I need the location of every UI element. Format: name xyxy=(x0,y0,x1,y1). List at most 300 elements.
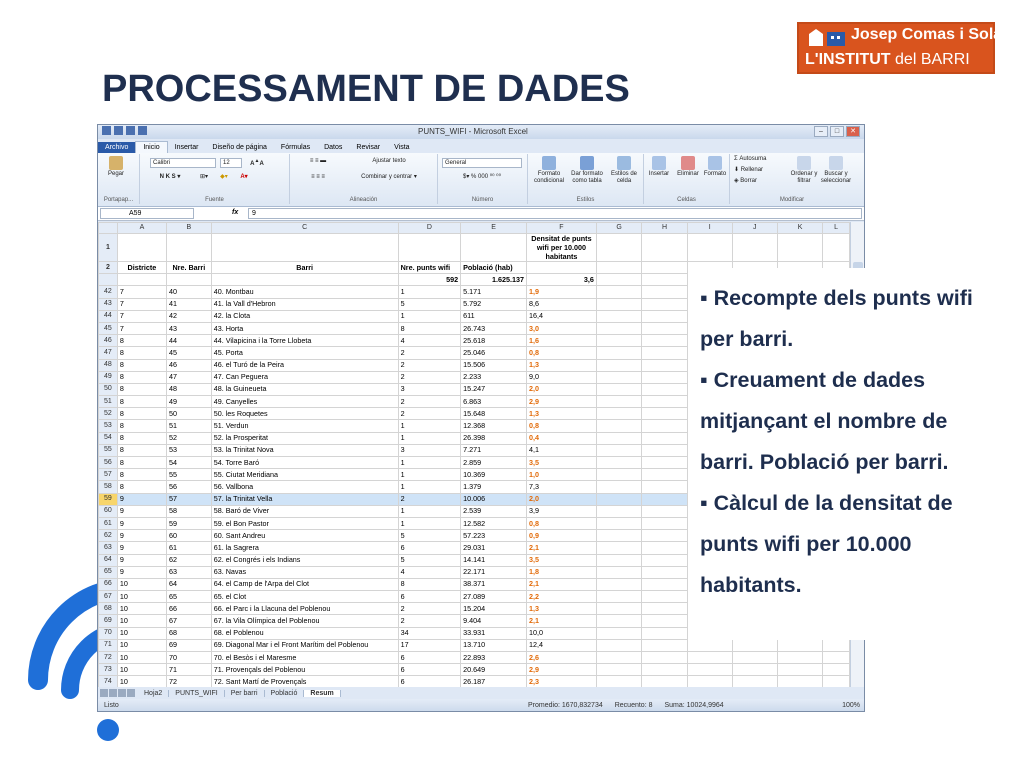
population-cell[interactable]: 14.141 xyxy=(461,554,527,566)
column-header[interactable]: C xyxy=(211,223,398,234)
wifi-count-cell[interactable]: 4 xyxy=(398,335,461,347)
density-cell[interactable]: 1,8 xyxy=(526,566,596,578)
nre-barri-cell[interactable]: 54 xyxy=(167,457,212,469)
density-cell[interactable]: 0,8 xyxy=(526,420,596,432)
nre-barri-cell[interactable]: 55 xyxy=(167,469,212,481)
close-button[interactable]: ✕ xyxy=(846,126,860,137)
wifi-count-cell[interactable]: 2 xyxy=(398,396,461,408)
population-cell[interactable]: 13.710 xyxy=(461,639,527,651)
districte-cell[interactable]: 8 xyxy=(117,420,166,432)
row-header[interactable]: 58 xyxy=(99,481,118,493)
nre-barri-cell[interactable]: 50 xyxy=(167,408,212,420)
empty-cell[interactable] xyxy=(596,566,641,578)
density-cell[interactable]: 2,1 xyxy=(526,578,596,590)
districte-cell[interactable]: 9 xyxy=(117,554,166,566)
fill-button[interactable]: ⬇ Rellenar xyxy=(734,167,764,173)
districte-cell[interactable]: 10 xyxy=(117,627,166,639)
empty-cell[interactable] xyxy=(642,603,687,615)
row-header[interactable]: 45 xyxy=(99,322,118,334)
districte-cell[interactable]: 10 xyxy=(117,603,166,615)
barri-cell[interactable]: 65. el Clot xyxy=(211,591,398,603)
empty-cell[interactable] xyxy=(777,664,822,676)
column-header[interactable]: L xyxy=(823,223,850,234)
districte-header[interactable]: Districte xyxy=(117,262,166,274)
empty-cell[interactable] xyxy=(642,457,687,469)
tab-formulas[interactable]: Fórmulas xyxy=(280,144,311,151)
column-header[interactable]: H xyxy=(642,223,687,234)
population-total[interactable]: 1.625.137 xyxy=(461,274,527,286)
barri-cell[interactable]: 60. Sant Andreu xyxy=(211,530,398,542)
density-cell[interactable]: 12,4 xyxy=(526,639,596,651)
formula-input[interactable]: 9 xyxy=(248,208,862,219)
row-header[interactable]: 42 xyxy=(99,286,118,298)
empty-cell[interactable] xyxy=(732,652,777,664)
barri-cell[interactable]: 71. Provençals del Poblenou xyxy=(211,664,398,676)
districte-cell[interactable]: 7 xyxy=(117,298,166,310)
empty-cell[interactable] xyxy=(642,530,687,542)
cell-styles-button[interactable]: Estilos de celda xyxy=(606,156,642,185)
barri-cell[interactable]: 45. Porta xyxy=(211,347,398,359)
population-cell[interactable]: 26.187 xyxy=(461,676,527,687)
wifi-count-cell[interactable]: 2 xyxy=(398,359,461,371)
redo-icon[interactable] xyxy=(138,126,147,135)
districte-cell[interactable]: 10 xyxy=(117,676,166,687)
districte-cell[interactable]: 9 xyxy=(117,517,166,529)
districte-cell[interactable]: 8 xyxy=(117,396,166,408)
barri-cell[interactable]: 63. Navas xyxy=(211,566,398,578)
wifi-count-cell[interactable]: 1 xyxy=(398,420,461,432)
empty-cell[interactable] xyxy=(687,652,732,664)
nre-barri-cell[interactable]: 61 xyxy=(167,542,212,554)
empty-cell[interactable] xyxy=(596,554,641,566)
empty-cell[interactable] xyxy=(642,396,687,408)
districte-cell[interactable]: 8 xyxy=(117,481,166,493)
zoom-level[interactable]: 100% xyxy=(842,702,860,709)
row-header[interactable]: 61 xyxy=(99,517,118,529)
row-header[interactable]: 71 xyxy=(99,639,118,651)
nre-barri-cell[interactable]: 72 xyxy=(167,676,212,687)
density-cell[interactable]: 2,1 xyxy=(526,542,596,554)
sheet-tab-poblacio[interactable]: Població xyxy=(265,690,305,697)
barri-header[interactable]: Barri xyxy=(211,262,398,274)
nre-barri-cell[interactable]: 48 xyxy=(167,383,212,395)
grow-font-button[interactable]: A▲A xyxy=(250,158,264,167)
barri-cell[interactable]: 58. Baró de Viver xyxy=(211,505,398,517)
empty-cell[interactable] xyxy=(596,603,641,615)
row-header[interactable]: 60 xyxy=(99,505,118,517)
row-header[interactable]: 70 xyxy=(99,627,118,639)
row-header[interactable]: 66 xyxy=(99,578,118,590)
nre-barri-cell[interactable]: 46 xyxy=(167,359,212,371)
barri-cell[interactable]: 50. les Roquetes xyxy=(211,408,398,420)
empty-cell[interactable] xyxy=(596,457,641,469)
empty-cell[interactable] xyxy=(642,347,687,359)
barri-cell[interactable]: 68. el Poblenou xyxy=(211,627,398,639)
empty-cell[interactable] xyxy=(596,591,641,603)
nre-barri-cell[interactable]: 41 xyxy=(167,298,212,310)
empty-cell[interactable] xyxy=(596,493,641,505)
wifi-count-cell[interactable]: 5 xyxy=(398,554,461,566)
empty-cell[interactable] xyxy=(642,664,687,676)
empty-cell[interactable] xyxy=(596,627,641,639)
undo-icon[interactable] xyxy=(126,126,135,135)
row-header[interactable]: 74 xyxy=(99,676,118,687)
fx-icon[interactable]: fx xyxy=(232,209,239,216)
empty-cell[interactable] xyxy=(642,371,687,383)
nre-barri-cell[interactable]: 63 xyxy=(167,566,212,578)
density-cell[interactable]: 0,8 xyxy=(526,517,596,529)
number-format-select[interactable]: General xyxy=(442,158,522,168)
wifi-count-cell[interactable]: 3 xyxy=(398,383,461,395)
population-header[interactable]: Població (hab) xyxy=(461,262,527,274)
borders-icon[interactable]: ⊞▾ xyxy=(199,174,209,180)
find-select-button[interactable]: Buscar y seleccionar xyxy=(820,156,852,185)
nre-barri-cell[interactable]: 56 xyxy=(167,481,212,493)
nre-barri-cell[interactable]: 67 xyxy=(167,615,212,627)
empty-cell[interactable] xyxy=(642,493,687,505)
paste-button[interactable]: Pegar xyxy=(102,156,130,178)
column-header[interactable]: K xyxy=(777,223,822,234)
empty-cell[interactable] xyxy=(596,310,641,322)
density-cell[interactable]: 0,8 xyxy=(526,347,596,359)
empty-cell[interactable] xyxy=(823,639,850,651)
merge-center-button[interactable]: Combinar y centrar ▾ xyxy=(361,174,417,180)
empty-cell[interactable] xyxy=(642,615,687,627)
row-header[interactable]: 2 xyxy=(99,262,118,274)
population-cell[interactable]: 15.648 xyxy=(461,408,527,420)
districte-cell[interactable]: 10 xyxy=(117,664,166,676)
nre-barri-cell[interactable]: 68 xyxy=(167,627,212,639)
barri-cell[interactable]: 41. la Vall d'Hebron xyxy=(211,298,398,310)
districte-cell[interactable]: 8 xyxy=(117,432,166,444)
empty-cell[interactable] xyxy=(642,505,687,517)
font-size-select[interactable]: 12 xyxy=(220,158,242,168)
bold-italic-underline-buttons[interactable]: N K S ▾ xyxy=(159,174,181,180)
districte-cell[interactable]: 7 xyxy=(117,286,166,298)
empty-cell[interactable] xyxy=(642,286,687,298)
empty-cell[interactable] xyxy=(596,530,641,542)
empty-cell[interactable] xyxy=(596,383,641,395)
barri-cell[interactable]: 61. la Sagrera xyxy=(211,542,398,554)
barri-cell[interactable]: 64. el Camp de l'Arpa del Clot xyxy=(211,578,398,590)
nre-barri-cell[interactable]: 45 xyxy=(167,347,212,359)
empty-cell[interactable] xyxy=(596,639,641,651)
barri-cell[interactable]: 40. Montbau xyxy=(211,286,398,298)
row-header[interactable]: 48 xyxy=(99,359,118,371)
save-icon[interactable] xyxy=(114,126,123,135)
population-cell[interactable]: 57.223 xyxy=(461,530,527,542)
column-header[interactable]: E xyxy=(461,223,527,234)
wifi-count-cell[interactable]: 5 xyxy=(398,530,461,542)
excel-app-icon[interactable] xyxy=(102,126,111,135)
row-header[interactable]: 64 xyxy=(99,554,118,566)
sheet-tab-punts-wifi[interactable]: PUNTS_WIFI xyxy=(169,690,224,697)
sheet-nav-buttons[interactable] xyxy=(98,689,138,697)
density-cell[interactable]: 1,9 xyxy=(526,286,596,298)
nre-barri-cell[interactable]: 47 xyxy=(167,371,212,383)
density-cell[interactable]: 9,0 xyxy=(526,371,596,383)
districte-cell[interactable]: 10 xyxy=(117,639,166,651)
wifi-count-cell[interactable]: 1 xyxy=(398,310,461,322)
insert-cells-button[interactable]: Insertar xyxy=(646,156,672,178)
empty-cell[interactable] xyxy=(642,542,687,554)
wifi-count-cell[interactable]: 1 xyxy=(398,286,461,298)
row-header[interactable]: 68 xyxy=(99,603,118,615)
population-cell[interactable]: 2.233 xyxy=(461,371,527,383)
empty-cell[interactable] xyxy=(642,310,687,322)
population-cell[interactable]: 12.582 xyxy=(461,517,527,529)
wifi-count-cell[interactable]: 2 xyxy=(398,603,461,615)
empty-cell[interactable] xyxy=(596,347,641,359)
empty-cell[interactable] xyxy=(642,408,687,420)
density-cell[interactable]: 4,1 xyxy=(526,444,596,456)
empty-cell[interactable] xyxy=(596,371,641,383)
density-cell[interactable]: 0,4 xyxy=(526,432,596,444)
density-cell[interactable]: 7,3 xyxy=(526,481,596,493)
barri-cell[interactable]: 43. Horta xyxy=(211,322,398,334)
nre-barri-cell[interactable]: 64 xyxy=(167,578,212,590)
nre-barri-cell[interactable]: 42 xyxy=(167,310,212,322)
districte-cell[interactable]: 8 xyxy=(117,335,166,347)
empty-cell[interactable] xyxy=(642,517,687,529)
empty-cell[interactable] xyxy=(596,676,641,687)
empty-cell[interactable] xyxy=(687,676,732,687)
empty-cell[interactable] xyxy=(596,420,641,432)
density-cell[interactable]: 2,3 xyxy=(526,676,596,687)
density-cell[interactable]: 1,3 xyxy=(526,359,596,371)
density-cell[interactable]: 3,5 xyxy=(526,457,596,469)
empty-cell[interactable] xyxy=(596,481,641,493)
empty-cell[interactable] xyxy=(732,639,777,651)
density-cell[interactable]: 2,0 xyxy=(526,383,596,395)
tab-diseno-pagina[interactable]: Diseño de página xyxy=(212,144,267,151)
barri-cell[interactable]: 59. el Bon Pastor xyxy=(211,517,398,529)
empty-cell[interactable] xyxy=(642,639,687,651)
barri-cell[interactable]: 52. la Prosperitat xyxy=(211,432,398,444)
wifi-count-cell[interactable]: 8 xyxy=(398,578,461,590)
barri-cell[interactable]: 56. Vallbona xyxy=(211,481,398,493)
wifi-count-cell[interactable]: 6 xyxy=(398,542,461,554)
tab-archivo[interactable]: Archivo xyxy=(98,142,135,153)
select-all-corner[interactable] xyxy=(99,223,118,234)
wifi-count-cell[interactable]: 5 xyxy=(398,298,461,310)
empty-cell[interactable] xyxy=(642,383,687,395)
population-cell[interactable]: 25.046 xyxy=(461,347,527,359)
density-cell[interactable]: 3,9 xyxy=(526,505,596,517)
align-top-icons[interactable]: ≡ ≡ ▬ xyxy=(309,158,327,164)
districte-cell[interactable]: 7 xyxy=(117,322,166,334)
row-header[interactable]: 63 xyxy=(99,542,118,554)
empty-cell[interactable] xyxy=(642,298,687,310)
row-header[interactable]: 55 xyxy=(99,444,118,456)
empty-cell[interactable] xyxy=(596,615,641,627)
column-header[interactable]: J xyxy=(732,223,777,234)
empty-cell[interactable] xyxy=(642,444,687,456)
population-cell[interactable]: 27.089 xyxy=(461,591,527,603)
wifi-count-cell[interactable]: 2 xyxy=(398,408,461,420)
format-as-table-button[interactable]: Dar formato como tabla xyxy=(568,156,606,185)
barri-cell[interactable]: 67. la Vila Olímpica del Poblenou xyxy=(211,615,398,627)
empty-cell[interactable] xyxy=(823,652,850,664)
districte-cell[interactable]: 9 xyxy=(117,542,166,554)
empty-cell[interactable] xyxy=(823,664,850,676)
population-cell[interactable]: 9.404 xyxy=(461,615,527,627)
density-cell[interactable]: 1,3 xyxy=(526,408,596,420)
density-cell[interactable]: 8,6 xyxy=(526,298,596,310)
wifi-count-cell[interactable]: 2 xyxy=(398,371,461,383)
nre-barri-cell[interactable]: 65 xyxy=(167,591,212,603)
barri-cell[interactable]: 49. Canyelles xyxy=(211,396,398,408)
wifi-count-cell[interactable]: 6 xyxy=(398,652,461,664)
population-cell[interactable]: 6.863 xyxy=(461,396,527,408)
population-cell[interactable]: 38.371 xyxy=(461,578,527,590)
barri-cell[interactable]: 44. Vilapicina i la Torre Llobeta xyxy=(211,335,398,347)
population-cell[interactable]: 15.204 xyxy=(461,603,527,615)
nre-barri-cell[interactable]: 59 xyxy=(167,517,212,529)
clear-button[interactable]: ◈ Borrar xyxy=(734,178,757,184)
row-header[interactable]: 50 xyxy=(99,383,118,395)
barri-cell[interactable]: 48. la Guineueta xyxy=(211,383,398,395)
districte-cell[interactable]: 8 xyxy=(117,347,166,359)
wifi-total[interactable]: 592 xyxy=(398,274,461,286)
barri-cell[interactable]: 55. Ciutat Meridiana xyxy=(211,469,398,481)
column-header[interactable]: G xyxy=(596,223,641,234)
population-cell[interactable]: 1.379 xyxy=(461,481,527,493)
wifi-count-cell[interactable]: 6 xyxy=(398,664,461,676)
population-cell[interactable]: 611 xyxy=(461,310,527,322)
sheet-tab-per-barri[interactable]: Per barri xyxy=(225,690,265,697)
population-cell[interactable]: 15.506 xyxy=(461,359,527,371)
population-cell[interactable]: 25.618 xyxy=(461,335,527,347)
empty-cell[interactable] xyxy=(596,335,641,347)
nre-barri-cell[interactable]: 52 xyxy=(167,432,212,444)
sort-filter-button[interactable]: Ordenar y filtrar xyxy=(788,156,820,185)
empty-cell[interactable] xyxy=(732,664,777,676)
empty-cell[interactable] xyxy=(642,359,687,371)
empty-cell[interactable] xyxy=(596,298,641,310)
empty-cell[interactable] xyxy=(596,396,641,408)
wifi-count-cell[interactable]: 6 xyxy=(398,591,461,603)
nre-barri-cell[interactable]: 43 xyxy=(167,322,212,334)
density-cell[interactable]: 3,0 xyxy=(526,322,596,334)
population-cell[interactable]: 2.859 xyxy=(461,457,527,469)
population-cell[interactable]: 33.931 xyxy=(461,627,527,639)
column-header[interactable]: A xyxy=(117,223,166,234)
empty-cell[interactable] xyxy=(596,664,641,676)
barri-cell[interactable]: 53. la Trinitat Nova xyxy=(211,444,398,456)
empty-cell[interactable] xyxy=(596,652,641,664)
conditional-format-button[interactable]: Formato condicional xyxy=(530,156,568,185)
wifi-count-cell[interactable]: 3 xyxy=(398,444,461,456)
empty-cell[interactable] xyxy=(596,517,641,529)
name-box[interactable]: A59 xyxy=(100,208,194,219)
tab-datos[interactable]: Datos xyxy=(324,144,343,151)
nre-barri-cell[interactable]: 69 xyxy=(167,639,212,651)
wifi-count-cell[interactable]: 1 xyxy=(398,481,461,493)
barri-cell[interactable]: 69. Diagonal Mar i el Front Marítim del Poblenou xyxy=(211,639,398,651)
row-header[interactable]: 72 xyxy=(99,652,118,664)
districte-cell[interactable]: 9 xyxy=(117,505,166,517)
districte-cell[interactable]: 8 xyxy=(117,469,166,481)
font-color-icon[interactable]: A▾ xyxy=(240,174,248,180)
wifi-count-cell[interactable]: 8 xyxy=(398,322,461,334)
population-cell[interactable]: 26.743 xyxy=(461,322,527,334)
row-header[interactable]: 56 xyxy=(99,457,118,469)
wifi-count-cell[interactable]: 1 xyxy=(398,432,461,444)
wifi-count-cell[interactable]: 4 xyxy=(398,566,461,578)
barri-cell[interactable]: 46. el Turó de la Peira xyxy=(211,359,398,371)
density-cell[interactable]: 2,9 xyxy=(526,396,596,408)
barri-cell[interactable]: 57. la Trinitat Vella xyxy=(211,493,398,505)
row-header[interactable]: 65 xyxy=(99,566,118,578)
delete-cells-button[interactable]: Eliminar xyxy=(674,156,702,178)
tab-insertar[interactable]: Insertar xyxy=(174,144,199,151)
tab-vista[interactable]: Vista xyxy=(394,144,410,151)
population-cell[interactable]: 22.171 xyxy=(461,566,527,578)
empty-cell[interactable] xyxy=(642,420,687,432)
empty-cell[interactable] xyxy=(596,505,641,517)
empty-cell[interactable] xyxy=(596,322,641,334)
density-total[interactable]: 3,6 xyxy=(526,274,596,286)
nre-barri-cell[interactable]: 60 xyxy=(167,530,212,542)
wifi-count-cell[interactable]: 1 xyxy=(398,457,461,469)
districte-cell[interactable]: 7 xyxy=(117,310,166,322)
wrap-text-button[interactable]: Ajustar texto xyxy=(372,158,406,164)
tab-revisar[interactable]: Revisar xyxy=(356,144,381,151)
density-cell[interactable]: 2,0 xyxy=(526,493,596,505)
empty-cell[interactable] xyxy=(596,286,641,298)
population-cell[interactable]: 20.649 xyxy=(461,664,527,676)
districte-cell[interactable]: 8 xyxy=(117,383,166,395)
row-header[interactable]: 62 xyxy=(99,530,118,542)
wifi-count-cell[interactable]: 17 xyxy=(398,639,461,651)
nre-barri-cell[interactable]: 44 xyxy=(167,335,212,347)
column-header[interactable]: D xyxy=(398,223,461,234)
format-cells-button[interactable]: Formato xyxy=(702,156,728,178)
empty-cell[interactable] xyxy=(642,652,687,664)
density-cell[interactable]: 16,4 xyxy=(526,310,596,322)
nre-barri-cell[interactable]: 57 xyxy=(167,493,212,505)
density-cell[interactable]: 0,9 xyxy=(526,530,596,542)
wifi-count-cell[interactable]: 2 xyxy=(398,347,461,359)
nre-barri-cell[interactable]: 58 xyxy=(167,505,212,517)
density-cell[interactable]: 10,0 xyxy=(526,627,596,639)
empty-cell[interactable] xyxy=(642,469,687,481)
nre-barri-cell[interactable]: 62 xyxy=(167,554,212,566)
empty-cell[interactable] xyxy=(642,627,687,639)
districte-cell[interactable]: 9 xyxy=(117,530,166,542)
districte-cell[interactable]: 9 xyxy=(117,566,166,578)
empty-cell[interactable] xyxy=(642,554,687,566)
empty-cell[interactable] xyxy=(777,652,822,664)
row-header[interactable]: 46 xyxy=(99,335,118,347)
empty-cell[interactable] xyxy=(687,664,732,676)
barri-cell[interactable]: 66. el Parc i la Llacuna del Poblenou xyxy=(211,603,398,615)
maximize-button[interactable]: □ xyxy=(830,126,844,137)
nre-barri-cell[interactable]: 49 xyxy=(167,396,212,408)
row-header[interactable]: 59 xyxy=(99,493,118,505)
empty-cell[interactable] xyxy=(596,578,641,590)
population-cell[interactable]: 5.171 xyxy=(461,286,527,298)
row-header[interactable]: 69 xyxy=(99,615,118,627)
population-cell[interactable]: 5.792 xyxy=(461,298,527,310)
empty-cell[interactable] xyxy=(732,676,777,687)
row-header[interactable]: 47 xyxy=(99,347,118,359)
wifi-count-cell[interactable]: 6 xyxy=(398,676,461,687)
empty-cell[interactable] xyxy=(642,676,687,687)
empty-cell[interactable] xyxy=(642,566,687,578)
density-header[interactable]: Densitat de punts wifi per 10.000 habitants xyxy=(526,234,596,262)
